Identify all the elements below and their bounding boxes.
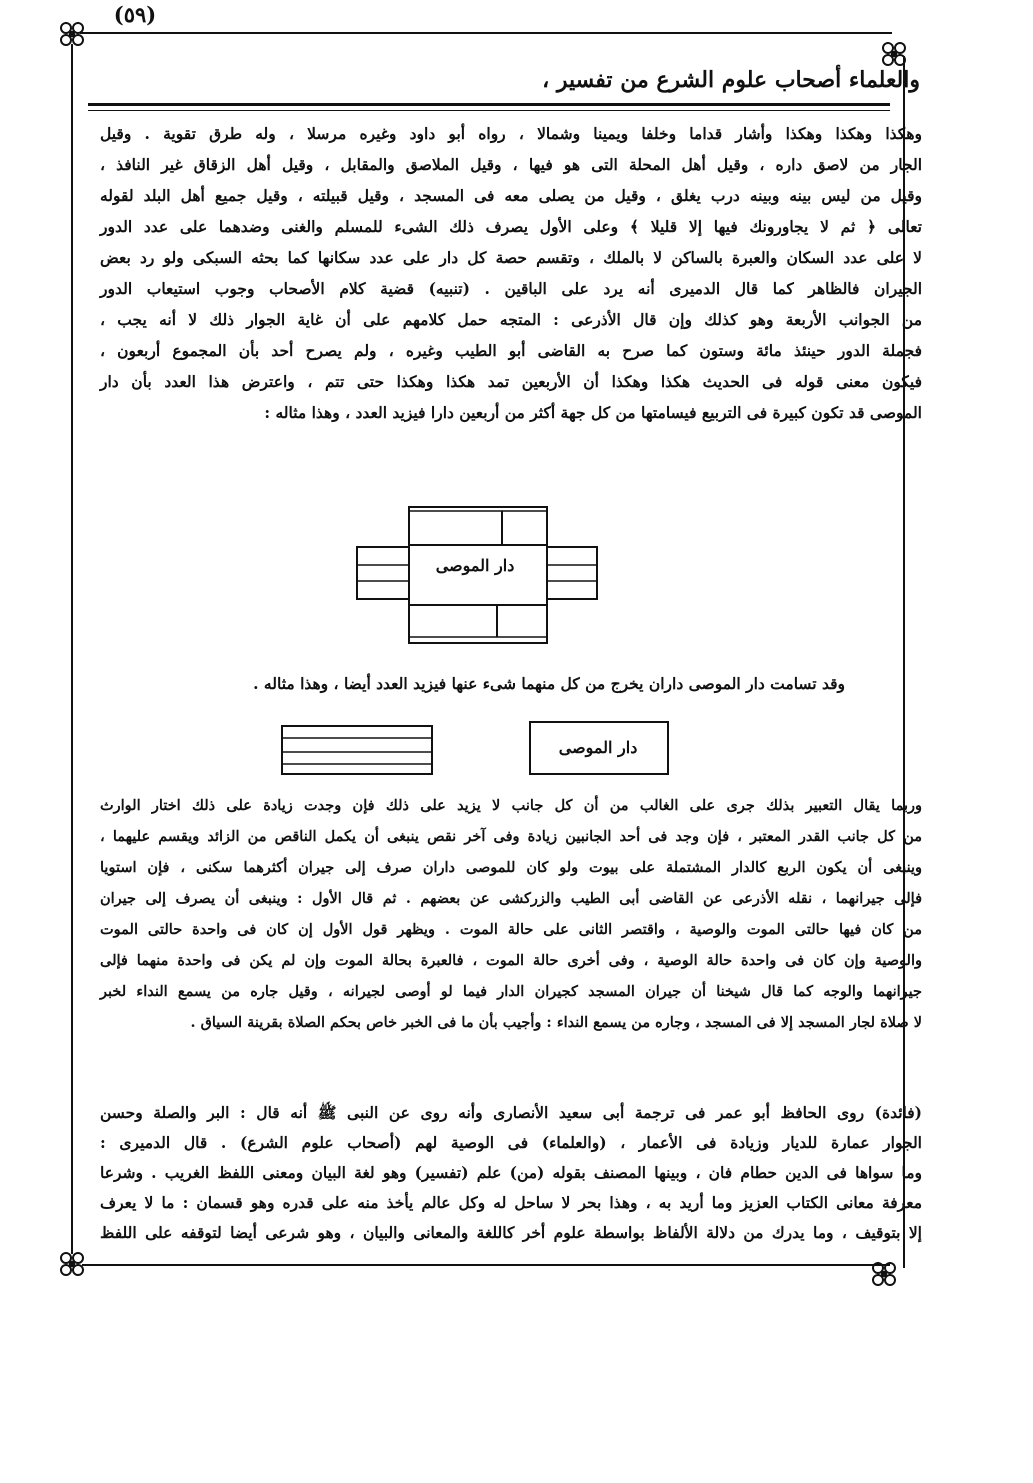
neighbor-house	[282, 726, 432, 774]
text-line: (فائدة) روى الحافظ أبو عمر فى ترجمة أبى سعيد الأنصارى وأنه روى عن النبى ﷺ أنه قال : البر والصلة وحسن	[100, 1103, 922, 1122]
frame-top-rule	[80, 32, 892, 34]
text-line: إلا بتوقيف ، وما يدرك من دلالة الألفاظ بواسطة علوم أخر كاللغة والمعانى والبيان ، وهو شرعى أيضا لتوقفه على اللفظ	[100, 1223, 922, 1242]
frame-left-rule	[71, 44, 73, 1254]
text-line: من الجوانب الأربعة وهو كذلك وإن قال الأذرعى : المتجه حمل كلامهم على أن غاية الجوار ذلك لا أنه يجب ،	[100, 310, 922, 329]
text-line: فإلى جيرانهما ، نقله الأذرعى عن القاضى أبى الطيب والزركشى عن بعضهم . ثم قال الأول : وينبغى أن يصرف إلى جيران	[100, 890, 922, 907]
text-line-2: وقد تسامت دار الموصى داران يخرج من كل منهما شىء عنها فيزيد العدد أيضا ، وهذا مثاله .	[253, 674, 845, 693]
text-line: الجار من لاصق داره ، وقيل أهل المحلة التى هو فيها ، وقيل الملاصق والمقابل ، وقيل أهل الزقاق غير النافذ ،	[100, 155, 922, 174]
page-number: (٥٩)	[113, 2, 157, 27]
text-line: وقيل من ليس بينه وبينه درب يغلق ، وقيل من يصلى معه فى المسجد ، وقيل قبيلته ، وقيل جميع أهل البلد لقوله	[100, 186, 922, 205]
text-line: وهكذا وهكذا وهكذا وأشار قداما وخلفا ويمينا وشمالا ، رواه أبو داود وغيره مرسلا ، وله طرق تقوية . وقيل	[100, 124, 922, 143]
text-line: لا على عدد السكان والعبرة بالساكن لا بالملك ، وتقسم حصة كل دار على عدد سكانها كما بحثه السبكى ولو رد بعض	[100, 248, 922, 267]
corner-ornament-icon	[870, 1260, 898, 1288]
text-line: تعالى ﴿ ثم لا يجاورونك فيها إلا قليلا ﴾ وعلى الأول يصرف ذلك الشىء للمسلم والغنى وضدهما على عدد الدور	[100, 217, 922, 236]
text-line: وربما يقال التعبير بذلك جرى على الغالب من أن كل جانب لا يزيد على ذلك فإن وجدت زيادة على ذلك اختار الوارث	[100, 797, 922, 814]
corner-ornament-icon	[58, 20, 86, 48]
paragraph-1	[100, 118, 922, 428]
text-line: وينبغى أن يكون الربع كالدار المشتملة على بيوت ولو كان للموصى داران صرف إلى جيران أكثرهما سكنى ، فإن استويا	[100, 859, 922, 876]
paragraph-3	[100, 790, 922, 1038]
left-neighbor	[357, 547, 409, 599]
running-header: والعلماء أصحاب علوم الشرع من تفسير ،	[542, 67, 920, 93]
text-line: لا صلاة لجار المسجد إلا فى المسجد ، وجاره من يسمع النداء : وأجيب بأن ما فى الخبر خاص بحكم الصلاة بقرينة السياق .	[190, 1014, 922, 1031]
right-neighbor	[547, 547, 597, 599]
text-line: وما سواها فى الدين حطام فان ، وبينها المصنف بقوله (من) علم (تفسير) وهو لغة البيان ومعنى اللفظ الغريب . وشرعا	[100, 1163, 922, 1182]
text-line: الجوار عمارة للديار وزيادة فى الأعمار ، (والعلماء) فى الوصية لهم (أصحاب علوم الشرع) . قال الدميرى :	[100, 1133, 922, 1152]
house-diagram-1	[352, 505, 602, 645]
corner-ornament-icon	[58, 1250, 86, 1278]
text-line: جيرانهما والوجه كما قال شيخنا أن جيران المسجد كجيران الدار فيما لو أوصى لجيرانه ، وقيل جاره من يسمع النداء لخبر	[100, 983, 922, 1000]
text-line: الموصى قد تكون كبيرة فى التربيع فيسامتها من كل جهة أكثر من أربعين دارا فيزيد العدد ، وهذا مثاله :	[264, 403, 922, 422]
text-line: الجيران فالظاهر كما قال الدميرى أنه يرد على الباقين . (تنبيه) قضية كلام الأصحاب وجوب استيعاب الدور	[100, 279, 922, 298]
central-house	[409, 507, 547, 643]
text-line: من كان فيها حالتى الموت والوصية ، واقتصر الثانى على حالة الموت . ويظهر قول الأول إن كان فى واحدة حالتى الموت	[100, 921, 922, 938]
text-line: معرفة معانى الكتاب العزيز وما أريد به ، وهذا بحر لا ساحل له وكل عالم يأخذ منه على قدره وهو قسمان : ما لا يعرف	[100, 1193, 922, 1212]
paragraph-4	[100, 1098, 922, 1248]
header-rule-thick	[88, 103, 890, 106]
text-line: والوصية وإن كان فى واحدة حالة الوصية ، وفى أخرى حالة الموت ، فالعبرة بحالة الموت وإن لم يكن فى واحدة منهما فإلى	[100, 952, 922, 969]
text-line: من كل جانب القدر المعتبر ، فإن وجد فى أحد الجانبين زيادة وفى آخر نقص ينبغى أن يكمل الناقص من الزائد ويقسم عليهما ،	[100, 828, 922, 845]
house-label: دار الموصى	[558, 738, 638, 757]
text-line: فجملة الدور حينئذ مائة وستون كما صرح به القاضى أبو الطيب وغيره ، ولم يصرح أحد بأن المجموع أربعون ،	[100, 341, 922, 360]
frame-bottom-rule	[82, 1264, 890, 1266]
house-label: دار الموصى	[435, 556, 515, 575]
text-line: فيكون معنى قوله فى الحديث هكذا وهكذا أن الأربعين تمد هكذا وهكذا حتى تتم ، واعترض هذا العدد بأن دار	[100, 372, 922, 391]
header-rule-thin	[88, 110, 890, 111]
